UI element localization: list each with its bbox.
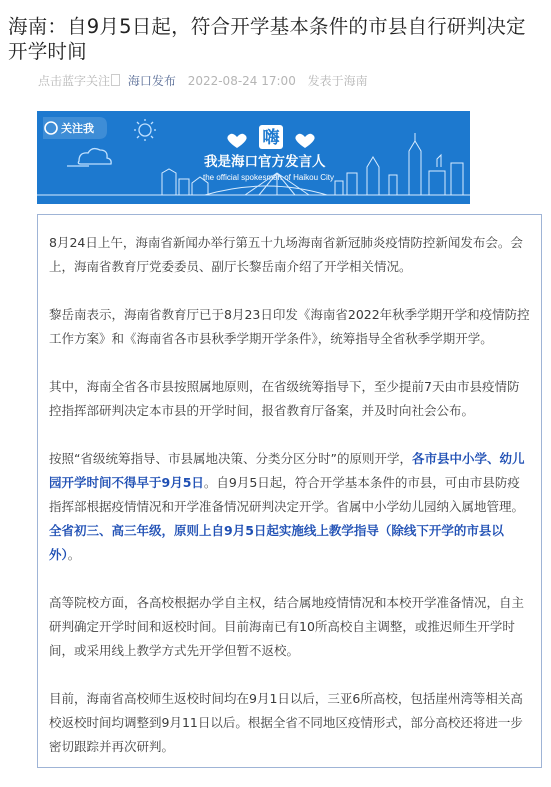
paragraph-5: 高等院校方面，各高校根据办学自主权，结合属地疫情情况和本校开学准备情况，自主研判确定开学时间和返校时间。目前海南已有10所高校自主调整，或推迟师生开学时间，或采用线上教学方式先开学但暂不返校。: [49, 595, 525, 658]
paragraph-4-highlight-b: 全省初三、高三年级，原则上自9月5日起实施线上教学指导（除线下开学的市县以外）: [49, 523, 504, 562]
paragraph-2: 黎岳南表示，海南省教育厅已于8月23日印发《海南省2022年秋季学期开学和疫情防控工作方案》和《海南省各市县秋季学期开学条件》，统筹指导全省秋季学期开学。: [49, 307, 530, 346]
paragraph-3: 其中，海南全省各市县按照属地原则，在省级统筹指导下，至少提前7天由市县疫情防控指挥部研判决定本市县的开学时间，报省教育厅备案，并及时向社会公布。: [49, 379, 520, 418]
account-link[interactable]: 海口发布: [127, 74, 176, 88]
paragraph-4-text-a: 按照“省级统筹指导、市县属地决策、分类分区分时”的原则开学，: [49, 451, 412, 466]
article-body: [49, 231, 531, 759]
paragraph-6: 目前，海南省高校师生返校时间均在9月1日以后，三亚6所高校，包括崖州湾等相关高校返校时间均调整到9月11日以后。根据全省不同地区疫情形式，部分高校还将进一步密切跟踪并再次研判。: [49, 691, 523, 754]
banner-subheading: the official spokesman of Haikou City: [203, 173, 335, 182]
paragraph-4-highlight-a: 各市县中小学、幼儿园开学时间不得早于9月5日: [49, 451, 525, 490]
follow-hint[interactable]: 点击蓝字关注: [38, 74, 111, 88]
article-body-frame: [37, 214, 542, 768]
paragraph-1: 8月24日上午，海南省新闻办举行第五十九场海南省新冠肺炎疫情防控新闻发布会。会上，海南省教育厅党委委员、副厅长黎岳南介绍了开学相关情况。: [49, 235, 523, 274]
article-title: 海南：自9月5日起，符合开学基本条件的市县自行研判决定开学时间: [8, 15, 526, 63]
publish-location: 发表于海南: [307, 74, 368, 88]
paragraph-4-text-c: 。: [67, 547, 81, 562]
paragraph-4: [49, 447, 531, 567]
paragraph-4-text-b: 。自9月5日起，符合开学基本条件的市县，可由市县防疫指挥部根据疫情情况和开学准备情况研判决定开学。省属中小学幼儿园纳入属地管理。: [49, 475, 525, 514]
header-banner: [37, 111, 470, 204]
banner-heading: 我是海口官方发言人: [204, 154, 326, 170]
banner-badge-char: 嗨: [262, 128, 280, 148]
follow-label[interactable]: 关注我: [61, 123, 94, 135]
follow-cursor-icon: [111, 74, 120, 86]
publish-datetime: 2022-08-24 17:00: [187, 74, 296, 88]
article-meta: [38, 73, 368, 89]
follow-badge[interactable]: [43, 117, 107, 139]
